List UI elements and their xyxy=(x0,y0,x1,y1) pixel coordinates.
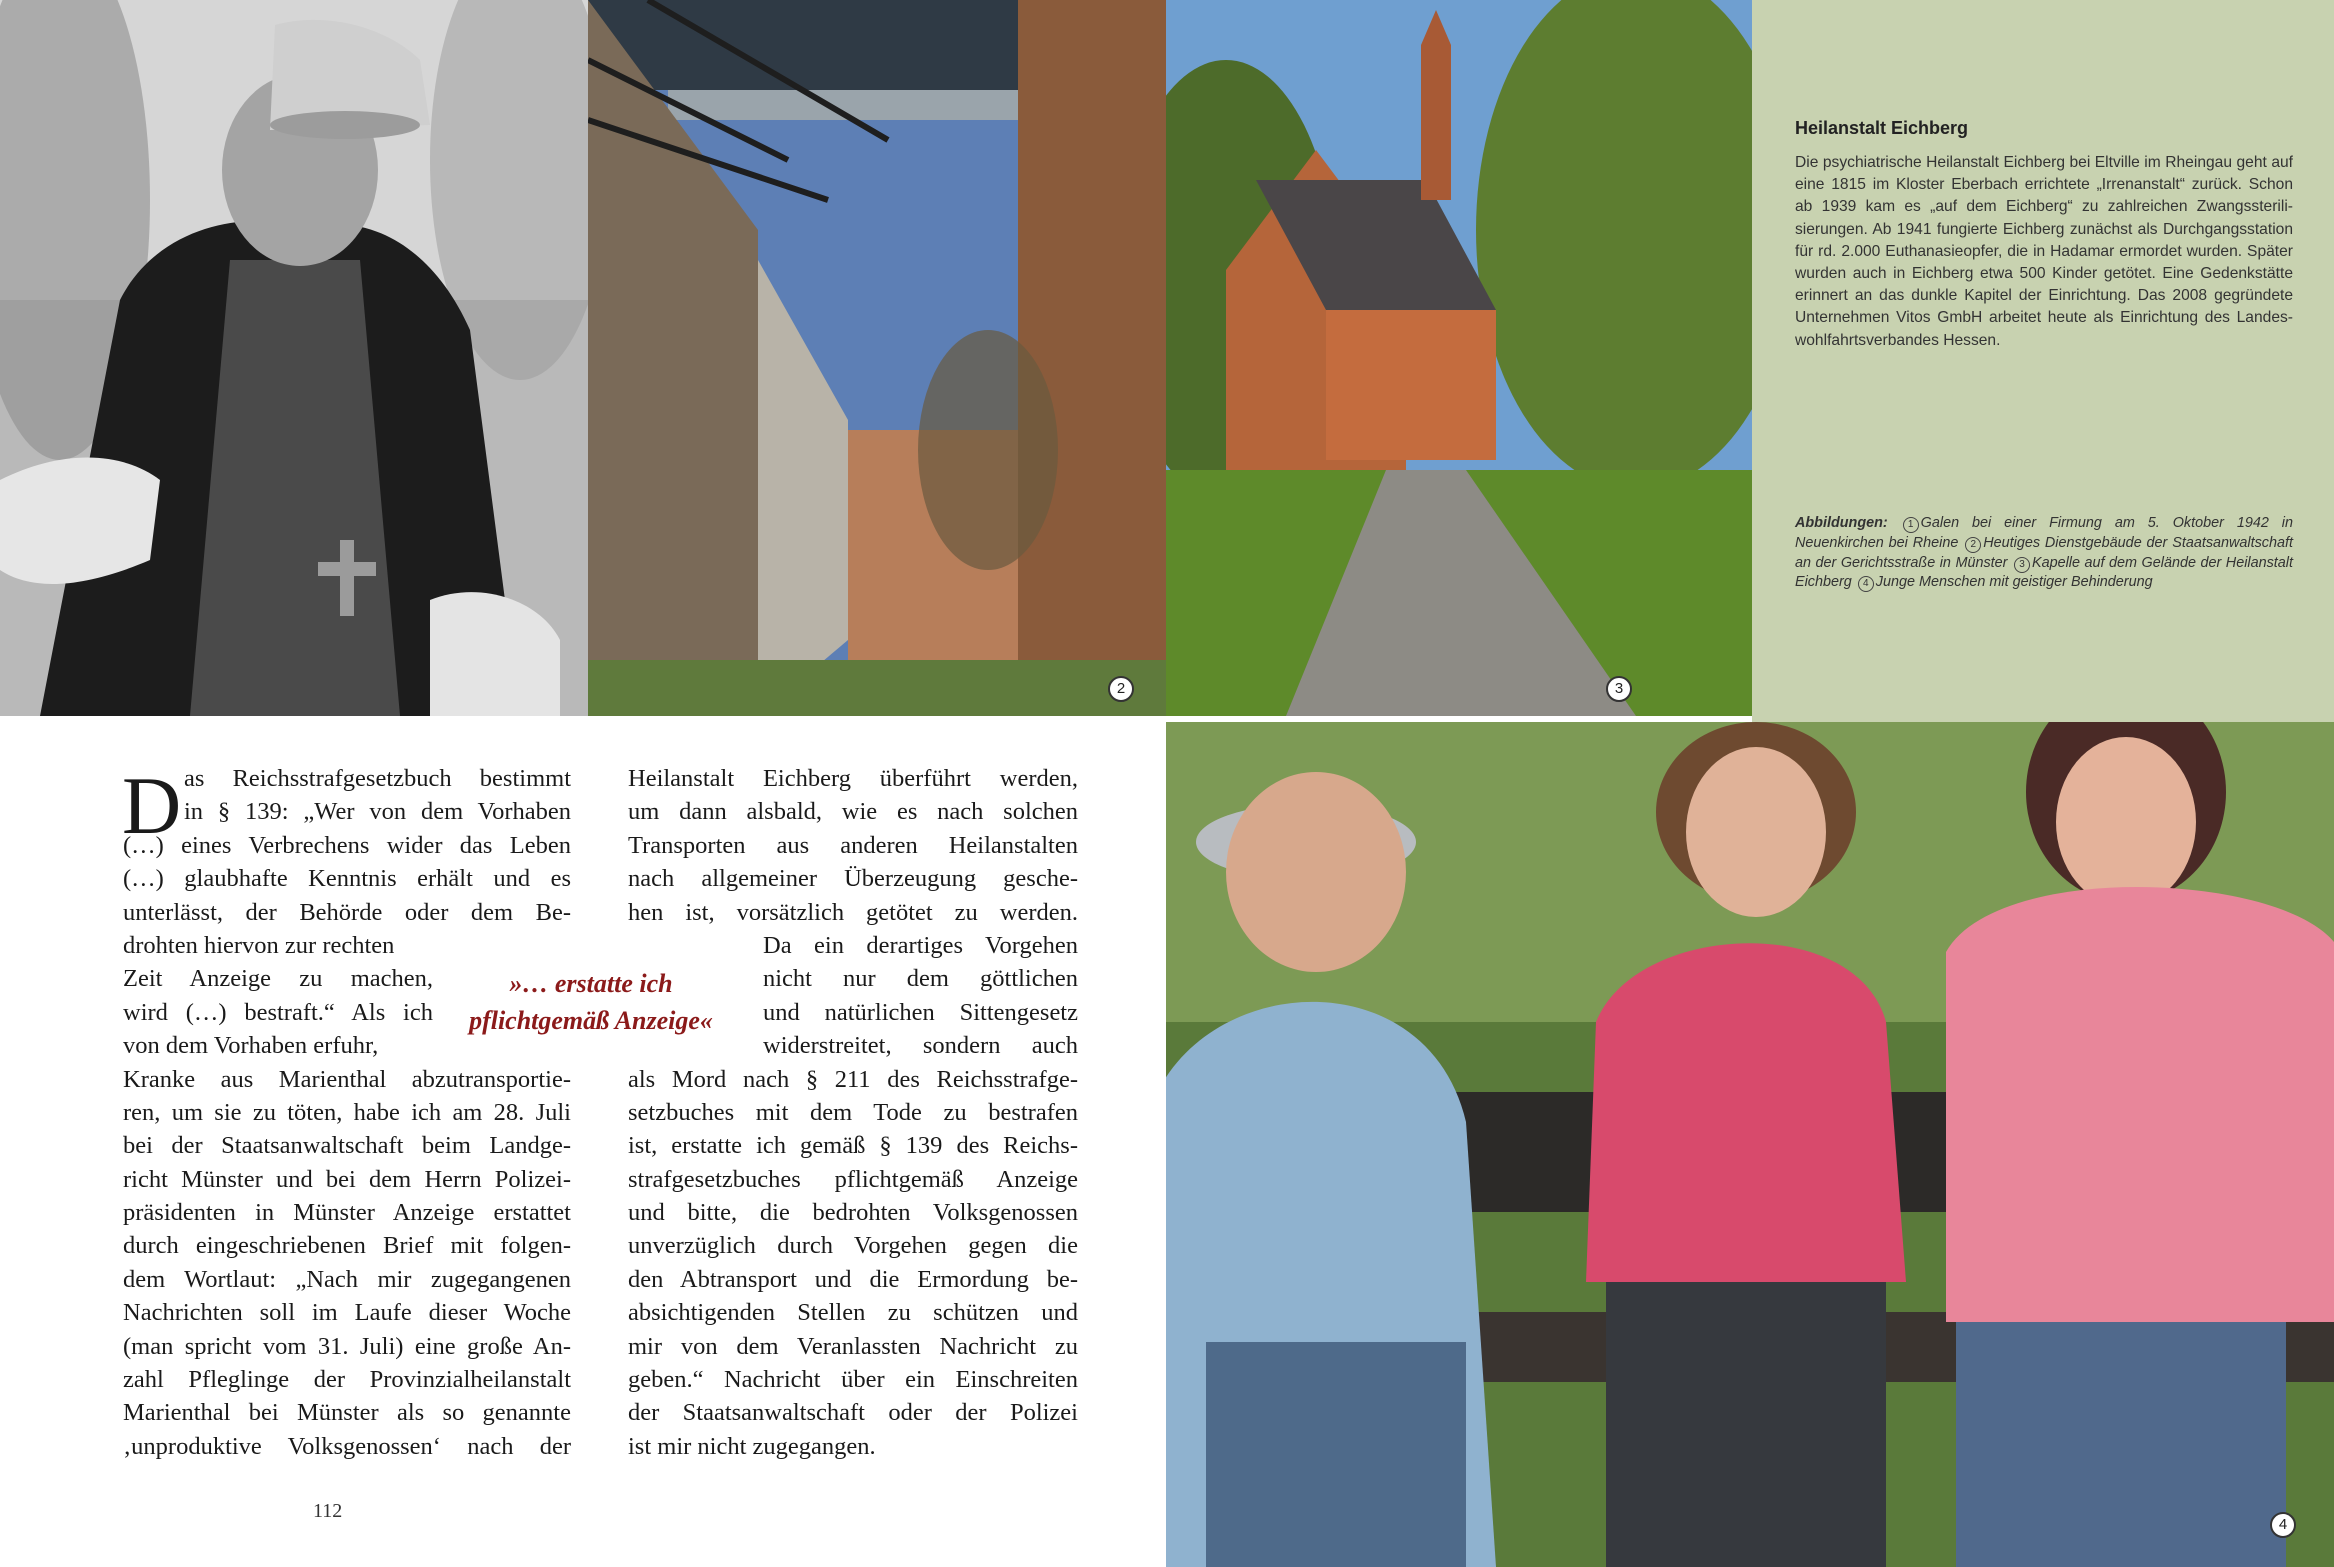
text-line: Kranke aus Marienthal abzutransportie- xyxy=(123,1065,571,1093)
photo-captions xyxy=(1795,514,2293,593)
photo-eichberg-chapel xyxy=(1166,0,1752,716)
caption-number: 2 xyxy=(1965,537,1981,553)
drop-cap: D xyxy=(122,760,182,851)
body-text-column-2 xyxy=(628,762,1078,1463)
text-line: strafgesetzbuches pflichtgemäß Anzeige xyxy=(628,1165,1078,1193)
text-line: widerstreitet, sondern auch xyxy=(763,1032,1078,1060)
text-line: von dem Vorhaben erfuhr, xyxy=(123,1032,379,1060)
text-line: unverzüglich durch Vorgehen gegen die xyxy=(628,1232,1078,1260)
info-box-title: Heilanstalt Eichberg xyxy=(1795,118,1969,138)
photo-courthouse-building xyxy=(588,0,1166,716)
text-line: nicht nur dem göttlichen xyxy=(763,965,1078,993)
text-line: hen ist, vorsätzlich getötet zu werden. xyxy=(628,898,1078,926)
text-line: unterlässt, der Behörde oder dem Be- xyxy=(123,898,571,926)
text-line: durch eingeschriebenen Brief mit folgen- xyxy=(123,1232,571,1260)
caption-text: Kapelle auf dem Gelände der Heilanstalt Eichberg xyxy=(1795,554,2294,591)
captions-label: Abbildungen: xyxy=(1795,515,1888,531)
text-line: um dann alsbald, wie es nach solchen xyxy=(628,798,1078,826)
caption-number: 3 xyxy=(2014,557,2030,573)
caption-number: 4 xyxy=(1858,576,1874,592)
text-line: als Mord nach § 211 des Reichsstrafge- xyxy=(628,1065,1078,1093)
pull-quote xyxy=(436,965,746,1039)
text-line: in § 139: „Wer von dem Vorhaben xyxy=(184,798,571,826)
text-line: der Staatsanwaltschaft oder der Polizei xyxy=(628,1399,1078,1427)
text-line: und bitte, die bedrohten Volksgenossen xyxy=(628,1199,1078,1227)
text-line: ist mir nicht zugegangen. xyxy=(628,1432,876,1460)
photo-number-badge-3: 3 xyxy=(1606,676,1632,702)
pull-quote-line: »… erstatte ich xyxy=(509,969,673,998)
text-line: absichtigenden Stellen zu schützen und xyxy=(628,1299,1078,1327)
text-line: den Abtransport und die Ermordung be- xyxy=(628,1265,1078,1293)
text-line: as Reichsstrafgesetzbuch bestimmt xyxy=(184,765,571,792)
text-line: Da ein derartiges Vorgehen xyxy=(763,931,1078,959)
text-line: präsidenten in Münster Anzeige erstattet xyxy=(123,1199,571,1227)
text-line: Marienthal bei Münster als so genannte xyxy=(123,1399,571,1427)
text-line: ist, erstatte ich gemäß § 139 des Reichs- xyxy=(628,1132,1078,1160)
caption-text: Heutiges Dienstgebäude der Staatsanwaltschaft an der Gerichtsstraße in Münster xyxy=(1795,534,2294,571)
text-line: geben.“ Nachricht über ein Einschreiten xyxy=(628,1366,1078,1394)
text-line: richt Münster und bei dem Herrn Polizei- xyxy=(123,1165,571,1193)
text-line: mir von dem Veranlassten Nachricht zu xyxy=(628,1332,1078,1360)
text-line: Heilanstalt Eichberg überführt werden, xyxy=(628,765,1078,792)
photo-number-badge-2: 2 xyxy=(1108,676,1134,702)
photo-bishop-galen-image xyxy=(0,0,588,716)
info-box-heilanstalt-eichberg xyxy=(1752,0,2334,722)
text-line: und natürlichen Sittengesetz xyxy=(763,998,1078,1026)
text-line: (…) glaubhafte Kenntnis erhält und es xyxy=(123,865,571,893)
text-line: (man spricht vom 31. Juli) eine große An- xyxy=(123,1332,571,1360)
text-line: nach allgemeiner Überzeugung gesche- xyxy=(628,865,1078,893)
text-line: bei der Staatsanwaltschaft beim Landge- xyxy=(123,1132,571,1160)
text-line: drohten hiervon zur rechten xyxy=(123,931,395,959)
photo-young-people-image xyxy=(1166,722,2334,1567)
text-line: Nachrichten soll im Laufe dieser Woche xyxy=(123,1299,571,1327)
photo-courthouse-building-image xyxy=(588,0,1166,716)
info-box-text: Die psychiatrische Heilanstalt Eichberg bei Eltville im Rheingau geht auf eine 1815 im Kloster Eberbach errichtete „Irrenanstalt“ zurück. Schon ab 1939 kam es „auf dem Eichberg“ zu zahlreichen Zwangssterilisierungen. Ab 1941 fungierte Eichberg zunächst als Durchgangsstation für rd. 2.000 Euthanasieopfer, die in Hadamar ermordet wurden. Später wurden auch in Eichberg etwa 500 Kinder getötet. Eine Gedenkstätte erinnert an das dunkle Kapitel der Einrichtung. Das 2008 gegründete Unternehmen Vitos GmbH arbeitet heute als Einrichtung des Landeswohlfahrtsverbandes Hessen. xyxy=(1795,154,2293,349)
text-line: Zeit Anzeige zu machen, xyxy=(123,965,433,993)
body-text-column-1 xyxy=(123,762,571,1463)
text-line: zahl Pfleglinge der Provinzialheilanstalt xyxy=(123,1366,571,1394)
text-line: setzbuches mit dem Tode zu bestrafen xyxy=(628,1098,1078,1126)
photo-young-people xyxy=(1166,722,2334,1567)
photo-eichberg-chapel-image xyxy=(1166,0,1752,716)
caption-text: Junge Menschen mit geistiger Behinderung xyxy=(1875,574,2153,591)
text-line: wird (…) bestraft.“ Als ich xyxy=(123,998,433,1026)
text-line: ‚unproduktive Volksgenossen‘ nach der xyxy=(123,1432,571,1460)
caption-number: 1 xyxy=(1903,517,1919,533)
text-line: dem Wortlaut: „Nach mir zugegangenen xyxy=(123,1265,571,1293)
photo-bishop-galen xyxy=(0,0,588,716)
text-line: (…) eines Verbrechens wider das Leben xyxy=(123,831,571,859)
text-line: ren, um sie zu töten, habe ich am 28. Juli xyxy=(123,1098,571,1126)
pull-quote-line: pflichtgemäß Anzeige« xyxy=(469,1006,713,1035)
photo-number-badge-4: 4 xyxy=(2270,1512,2296,1538)
page-number: 112 xyxy=(313,1500,343,1522)
caption-text: Galen bei einer Firmung am 5. Oktober 1942 in Neuenkirchen bei Rheine xyxy=(1795,515,2294,551)
text-line: Transporten aus anderen Heilanstalten xyxy=(628,831,1078,859)
